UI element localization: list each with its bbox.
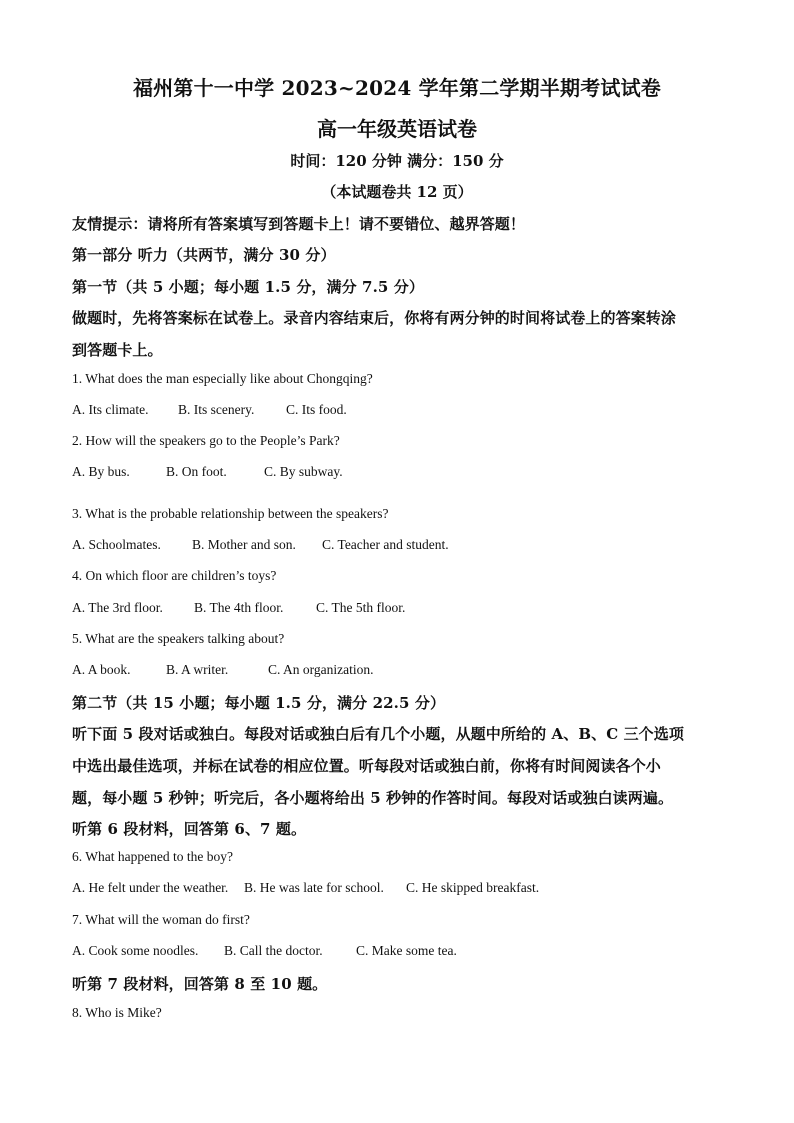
section1-instruction-line1: 做题时，先将答案标在试卷上。录音内容结束后，你将有两分钟的时间将试卷上的答案转涂 (72, 309, 677, 327)
option-b: B. Mother and son. (192, 537, 296, 552)
question-2: 2. How will the speakers go to the People’s Park? (72, 433, 340, 448)
question-4: 4. On which floor are children’s toys? (72, 568, 277, 583)
question-1-options (72, 402, 347, 418)
material-7-heading: 听第 7 段材料，回答第 8 至 10 题。 (72, 975, 328, 993)
option-b: B. The 4th floor. (194, 600, 284, 615)
question-3-options (72, 537, 449, 553)
part1-title: 第一部分 听力（共两节，满分 30 分） (72, 246, 336, 264)
section2-instruction-line1: 听下面 5 段对话或独白。每段对话或独白后有几个小题，从题中所给的 A、B、C 三个选项 (72, 725, 684, 743)
option-c: C. The 5th floor. (316, 600, 406, 615)
friendly-tip: 友情提示：请将所有答案填写到答题卡上！请不要错位、越界答题！ (72, 215, 526, 233)
option-a: A. Schoolmates. (72, 537, 161, 552)
question-7-options (72, 943, 457, 959)
option-c: C. He skipped breakfast. (406, 880, 540, 895)
option-a: A. Cook some noodles. (72, 943, 199, 958)
option-b: B. Call the doctor. (224, 943, 323, 958)
exam-subtitle: 高一年级英语试卷 (317, 117, 477, 141)
exam-title: 福州第十一中学 2023~2024 学年第二学期半期考试试卷 (132, 76, 661, 100)
question-4-options (72, 600, 405, 616)
option-c: C. An organization. (268, 662, 374, 677)
question-3: 3. What is the probable relationship between the speakers? (72, 506, 389, 521)
option-c: C. Teacher and student. (322, 537, 449, 552)
question-1: 1. What does the man especially like about Chongqing? (72, 371, 373, 386)
section2-instruction-line2: 中选出最佳选项，并标在试卷的相应位置。听每段对话或独白前，你将有时间阅读各个小 (72, 757, 661, 775)
option-a: A. Its climate. (72, 402, 149, 417)
question-5: 5. What are the speakers talking about? (72, 631, 285, 646)
option-b: B. He was late for school. (244, 880, 384, 895)
option-a: A. By bus. (72, 464, 130, 479)
question-6-options (72, 880, 539, 896)
question-8: 8. Who is Mike? (72, 1005, 162, 1020)
option-b: B. Its scenery. (178, 402, 255, 417)
option-a: A. The 3rd floor. (72, 600, 163, 615)
pages-note: （本试题卷共 12 页） (321, 183, 473, 201)
time-info: 时间：120 分钟 满分：150 分 (290, 152, 504, 170)
question-2-options (72, 464, 343, 480)
option-c: C. Its food. (286, 402, 347, 417)
option-c: C. Make some tea. (356, 943, 457, 958)
section1-title: 第一节（共 5 小题；每小题 1.5 分，满分 7.5 分） (72, 278, 424, 296)
question-6: 6. What happened to the boy? (72, 849, 233, 864)
section1-instruction-line2: 到答题卡上。 (72, 341, 163, 359)
option-b: B. On foot. (166, 464, 227, 479)
option-a: A. A book. (72, 662, 131, 677)
option-a: A. He felt under the weather. (72, 880, 229, 895)
question-7: 7. What will the woman do first? (72, 912, 250, 927)
question-5-options (72, 662, 374, 678)
section2-title: 第二节（共 15 小题；每小题 1.5 分，满分 22.5 分） (72, 694, 446, 712)
option-b: B. A writer. (166, 662, 229, 677)
material-6-heading: 听第 6 段材料，回答第 6、7 题。 (72, 820, 307, 838)
option-c: C. By subway. (264, 464, 343, 479)
section2-instruction-line3: 题，每小题 5 秒钟；听完后，各小题将给出 5 秒钟的作答时间。每段对话或独白读两遍。 (72, 789, 674, 807)
